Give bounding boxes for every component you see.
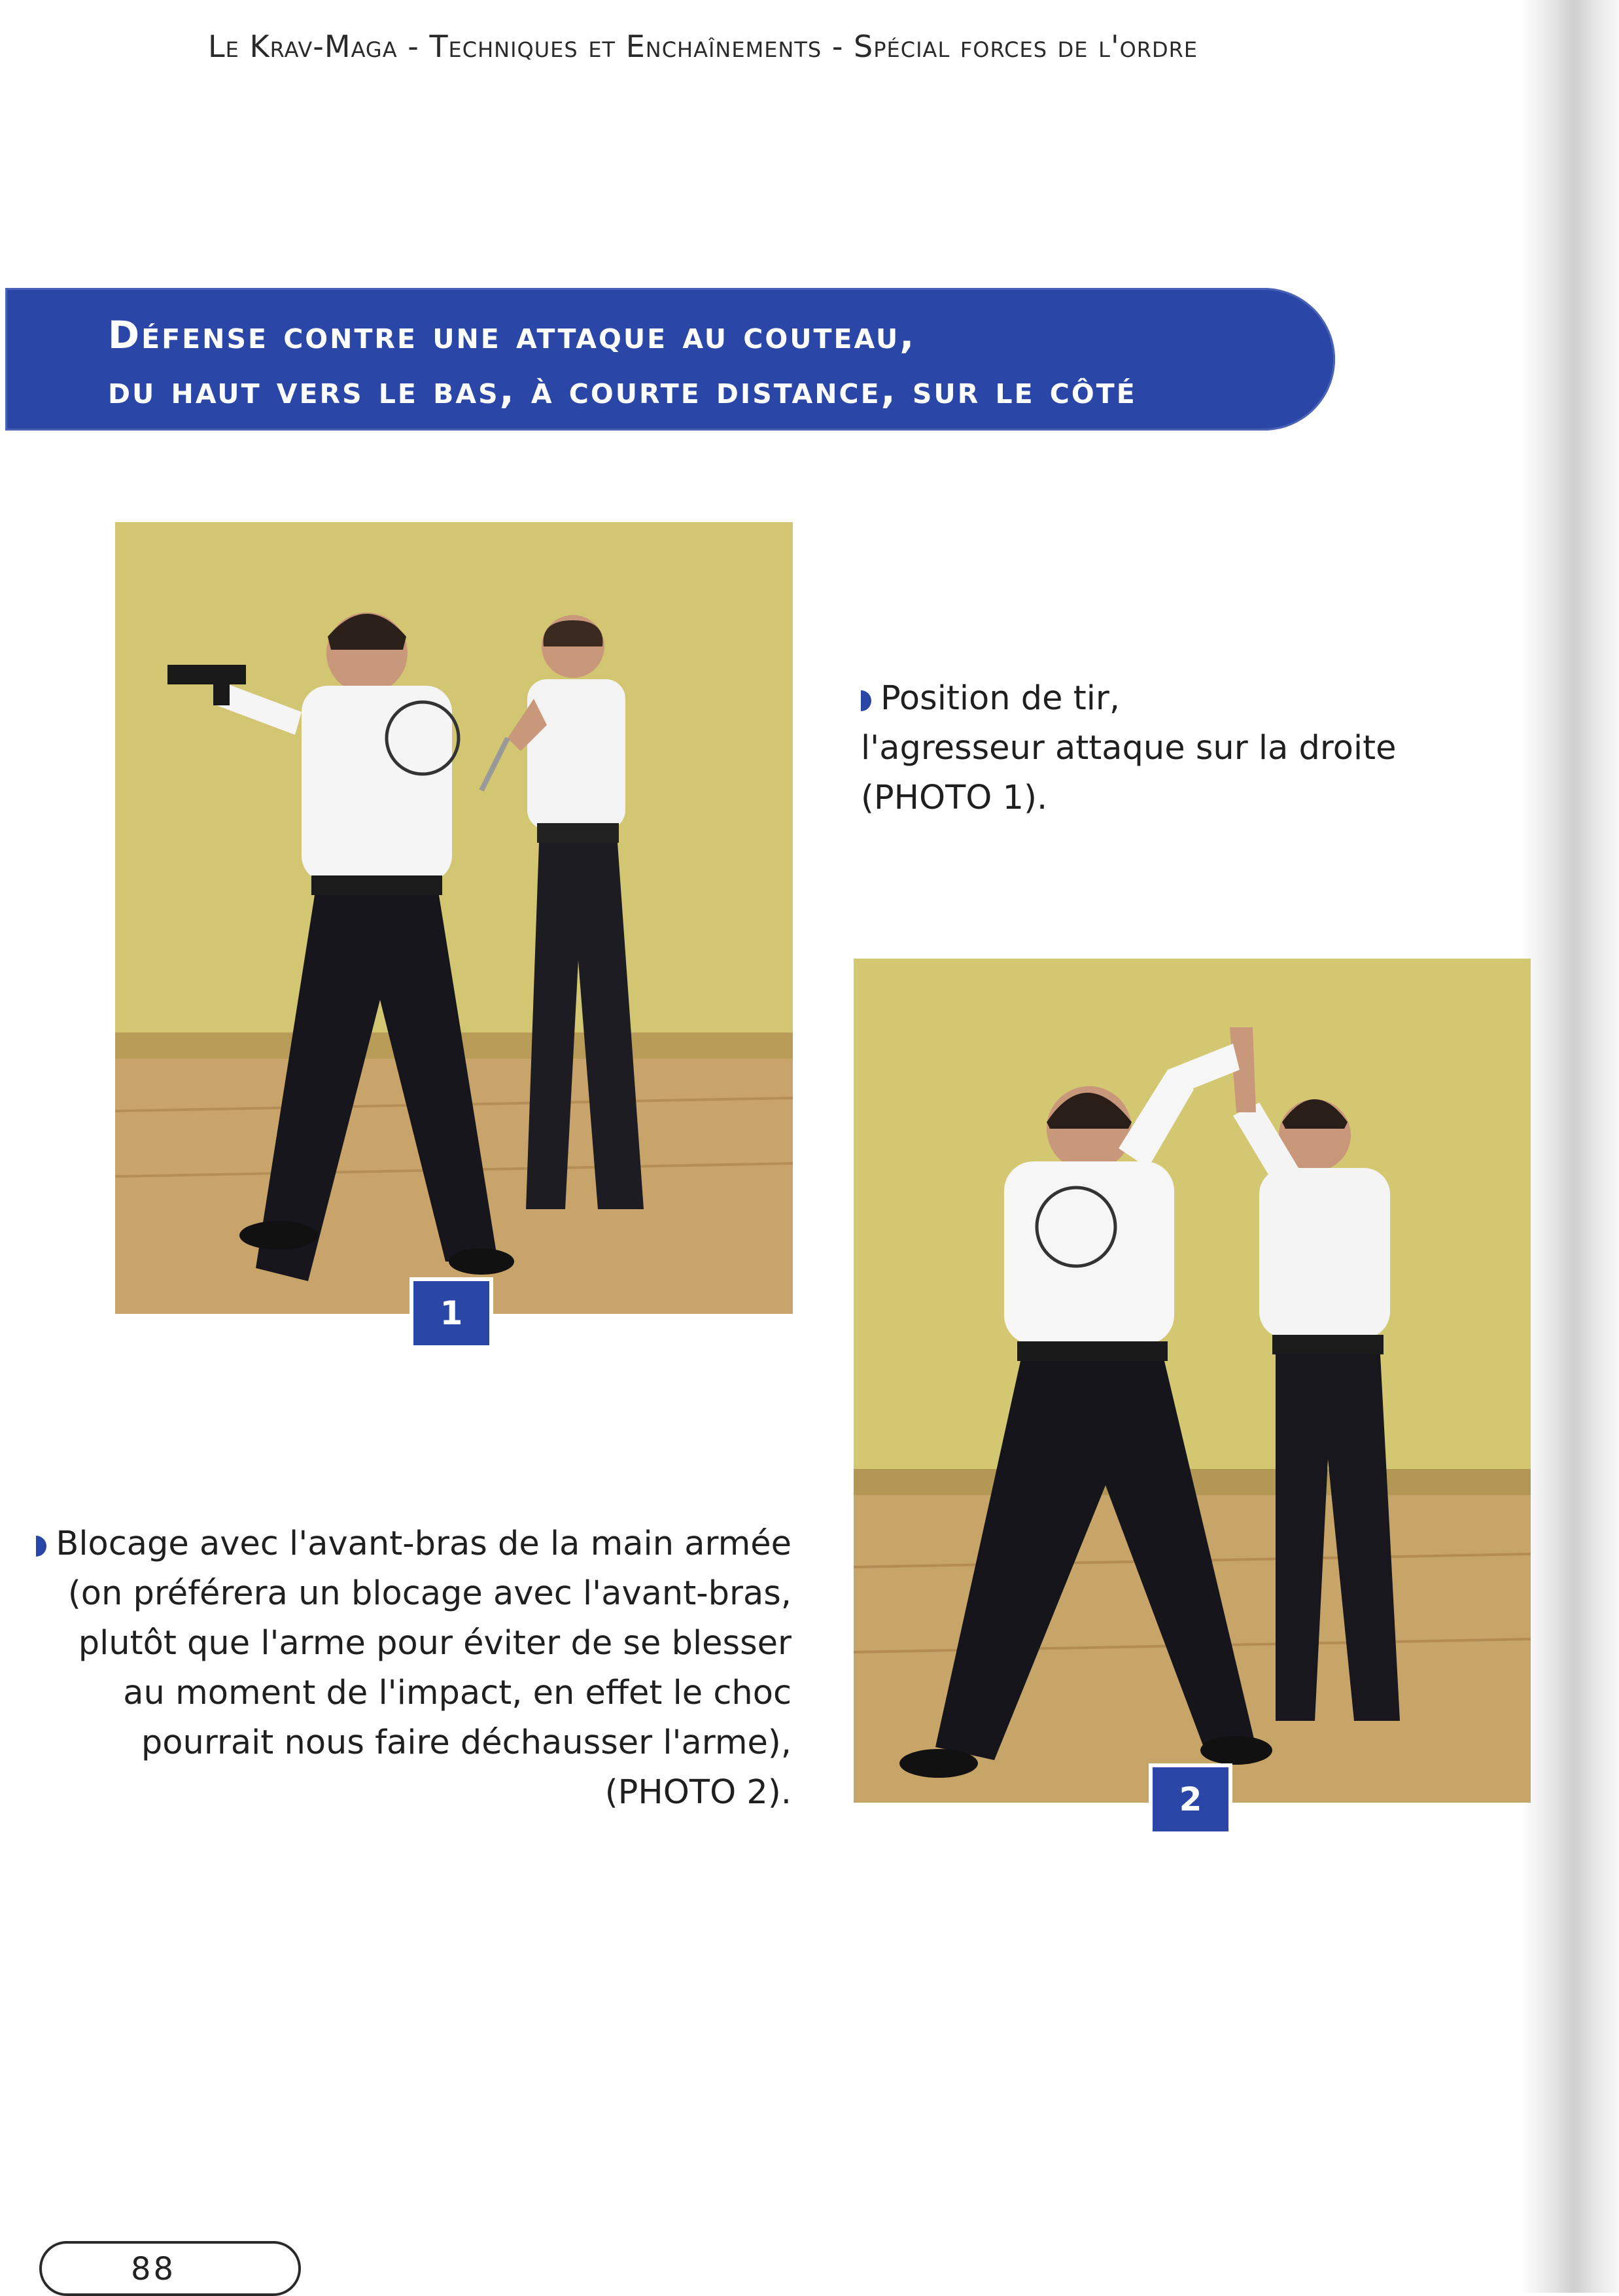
photo-1: [115, 522, 793, 1314]
section-title-line2: du haut vers le bas, à courte distance, sur le côté: [108, 368, 1137, 412]
bullet-icon: [861, 690, 871, 711]
caption-photo-1: [861, 674, 1397, 823]
caption-2-line-4: au moment de l'impact, en effet le choc: [123, 1674, 792, 1712]
section-title-line1: Défense contre une attaque au couteau,: [108, 313, 916, 357]
caption-2-line-2: (on préférera un blocage avec l'avant-bras,: [67, 1574, 792, 1613]
caption-1-line-1: [861, 674, 1397, 724]
photo-1-badge: 1: [409, 1277, 493, 1349]
section-title: [108, 308, 1318, 417]
caption-2-line-3: plutôt que l'arme pour éviter de se blesser: [78, 1624, 792, 1663]
photo-2-illustration: [854, 959, 1531, 1803]
caption-1-text-1: Position de tir,: [880, 679, 1121, 718]
photo-2-badge: 2: [1149, 1763, 1232, 1835]
photo-2: [854, 959, 1531, 1803]
caption-2-line-1: [36, 1519, 792, 1569]
caption-2-line-6: (PHOTO 2).: [604, 1773, 792, 1812]
page-gutter-shadow: [1521, 0, 1619, 2293]
running-head: Le Krav-Maga - Techniques et Enchaînements - Spécial forces de l'ordre: [208, 29, 1198, 64]
caption-1-line-3: (PHOTO 1).: [861, 779, 1048, 817]
page-number: 88: [131, 2251, 177, 2287]
photo-1-illustration: [115, 522, 793, 1314]
caption-2-text-1: Blocage avec l'avant-bras de la main armée: [56, 1525, 792, 1563]
caption-1-line-2: l'agresseur attaque sur la droite: [861, 729, 1397, 768]
caption-2-line-5: pourrait nous faire déchausser l'arme),: [141, 1723, 792, 1762]
caption-photo-2: [36, 1519, 792, 1818]
bullet-icon: [36, 1536, 46, 1557]
